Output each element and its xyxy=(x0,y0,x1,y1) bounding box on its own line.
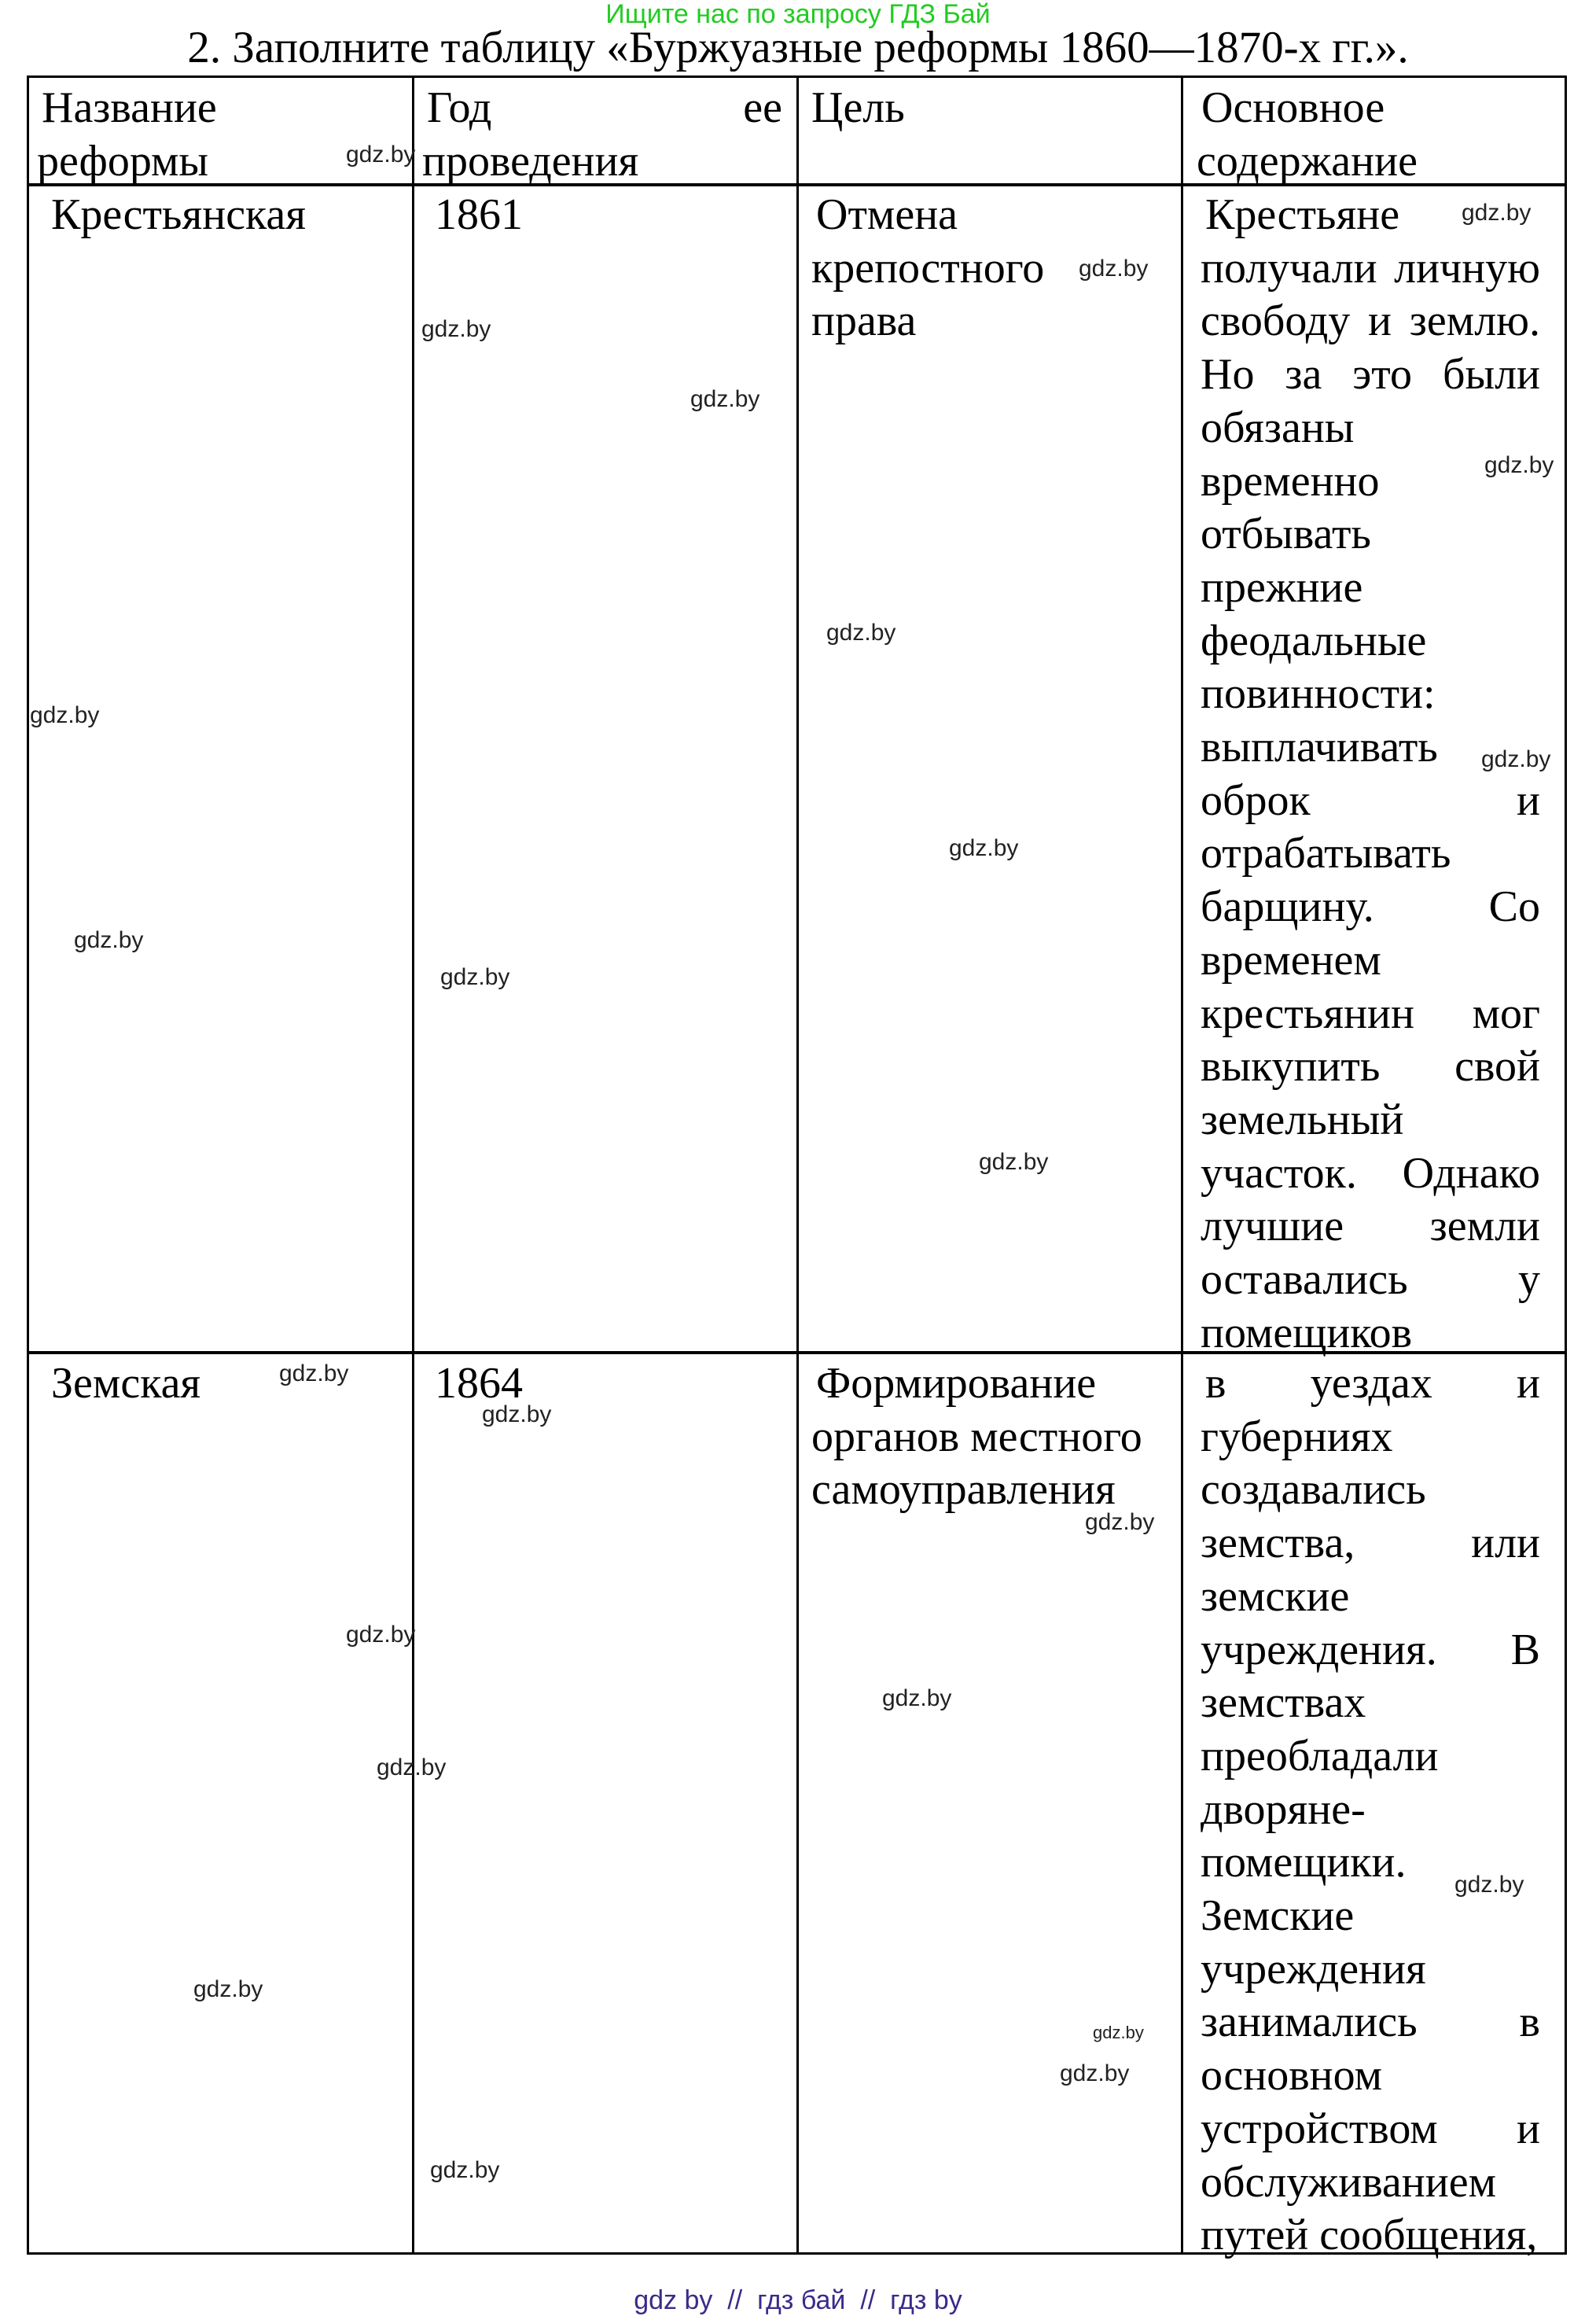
cell-line: крестьянин мог xyxy=(1201,989,1540,1038)
cell-line: дворяне- xyxy=(1201,1784,1366,1834)
watermark: gdz.by xyxy=(882,1685,952,1711)
cell-line: временно xyxy=(1201,456,1380,506)
search-hint: Ищите нас по запросу ГДЗ Бай xyxy=(605,0,991,29)
cell-line: самоуправления xyxy=(811,1465,1116,1515)
column-divider xyxy=(412,78,414,2252)
cell-line: земства, или xyxy=(1201,1519,1540,1568)
cell-line: участок. Однако xyxy=(1201,1148,1540,1198)
cell-line: органов местного xyxy=(811,1412,1142,1461)
cell-line: губерниях xyxy=(1201,1412,1393,1461)
watermark: gdz.by xyxy=(346,1622,416,1648)
cell-line: Формирование xyxy=(816,1359,1097,1408)
row1-goal xyxy=(811,189,1044,348)
cell-line: оставались у xyxy=(1201,1255,1540,1305)
cell-line: феодальные xyxy=(1201,616,1427,665)
watermark: gdz.by xyxy=(430,2157,500,2183)
cell-line: отрабатывать xyxy=(1201,829,1451,878)
cell-line: Отмена xyxy=(816,190,958,239)
page-title: 2. Заполните таблицу «Буржуазные реформы 1860—1870-х гг.». xyxy=(187,23,1409,72)
watermark: gdz.by xyxy=(1484,452,1554,478)
reforms-table xyxy=(27,75,1567,2260)
row1-year: 1861 xyxy=(435,190,523,239)
cell-line: отбывать xyxy=(1201,510,1371,559)
footer-watermark: gdz by // гдз бай // гдз by xyxy=(634,2285,962,2315)
cell-line: повинности: xyxy=(1201,669,1436,719)
cell-line: земствах xyxy=(1201,1678,1366,1728)
row1-name: Крестьянская xyxy=(51,190,307,239)
watermark: gdz.by xyxy=(421,316,491,342)
row2-goal xyxy=(811,1357,1142,1517)
column-divider xyxy=(1181,78,1183,2252)
cell-line: выкупить свой xyxy=(1201,1042,1540,1092)
cell-line: помещиков xyxy=(1201,1308,1413,1357)
header-goal xyxy=(811,82,905,135)
watermark: gdz.by xyxy=(440,964,510,990)
cell-line: крепостного xyxy=(811,243,1045,293)
watermark: gdz.by xyxy=(1462,200,1532,226)
row2-year: 1864 xyxy=(435,1359,523,1408)
watermark: gdz.by xyxy=(346,142,416,168)
cell-line: оброк и xyxy=(1201,775,1540,825)
watermark: gdz.by xyxy=(30,702,100,728)
cell-line: в уездах и xyxy=(1205,1359,1540,1408)
cell-line: учреждения xyxy=(1201,1944,1426,1994)
cell-line: путей сообщения, xyxy=(1201,2211,1538,2260)
header-content xyxy=(1197,82,1418,188)
cell-line: основном xyxy=(1201,2051,1382,2101)
header-text: Основное xyxy=(1201,83,1385,132)
watermark: gdz.by xyxy=(979,1149,1049,1175)
cell-line: устройством и xyxy=(1201,2104,1540,2153)
cell-line: лучшие земли xyxy=(1201,1202,1540,1251)
cell-line: учреждения. В xyxy=(1201,1625,1540,1674)
cell-line: прежние xyxy=(1201,562,1363,612)
cell-line: Крестьяне xyxy=(1205,190,1400,239)
watermark: gdz.by xyxy=(1481,746,1551,772)
cell-line: обслуживанием xyxy=(1201,2157,1497,2207)
cell-line: занимались в xyxy=(1201,1998,1540,2047)
watermark: gdz.by xyxy=(826,620,896,646)
cell-line: временем xyxy=(1201,935,1381,985)
cell-line: обязаны xyxy=(1201,403,1355,452)
cell-line: Но за это были xyxy=(1201,350,1540,400)
cell-line: земельный xyxy=(1201,1095,1404,1144)
cell-line: земские xyxy=(1201,1571,1350,1621)
watermark: gdz.by xyxy=(1060,2060,1130,2086)
cell-line: права xyxy=(811,296,917,346)
cell-line: барщину. Со xyxy=(1201,882,1540,932)
cell-line: свободу и землю. xyxy=(1201,296,1540,346)
watermark: gdz.by xyxy=(949,835,1019,861)
watermark: gdz.by xyxy=(1454,1872,1524,1898)
watermark: gdz.by xyxy=(193,1976,263,2002)
column-divider xyxy=(796,78,799,2252)
watermark: gdz.by xyxy=(1085,1509,1155,1535)
row1-content xyxy=(1201,189,1540,1360)
header-year xyxy=(422,82,792,188)
watermark: gdz.by xyxy=(1079,256,1149,282)
header-text: Год xyxy=(427,83,492,132)
header-text: реформы xyxy=(37,136,209,186)
cell-line: помещики. xyxy=(1201,1838,1407,1887)
cell-line: преобладали xyxy=(1201,1731,1439,1780)
cell-line: получали личную xyxy=(1201,243,1540,293)
row2-content xyxy=(1201,1357,1540,2263)
watermark: gdz.by xyxy=(74,927,144,953)
cell-line: создавались xyxy=(1201,1465,1426,1515)
cell-line: Земские xyxy=(1201,1891,1355,1941)
watermark: gdz.by xyxy=(690,386,760,412)
header-text: проведения xyxy=(422,136,639,186)
header-text: Название xyxy=(42,83,217,132)
header-text: содержание xyxy=(1197,136,1418,186)
watermark: gdz.by xyxy=(1093,2023,1144,2042)
row2-name: Земская xyxy=(51,1359,201,1408)
watermark: gdz.by xyxy=(279,1361,349,1386)
watermark: gdz.by xyxy=(482,1401,552,1427)
header-text: ее xyxy=(743,83,782,132)
cell-line: выплачивать xyxy=(1201,723,1438,772)
watermark: gdz.by xyxy=(377,1754,447,1780)
header-name xyxy=(37,82,399,188)
header-text: Цель xyxy=(811,83,905,132)
